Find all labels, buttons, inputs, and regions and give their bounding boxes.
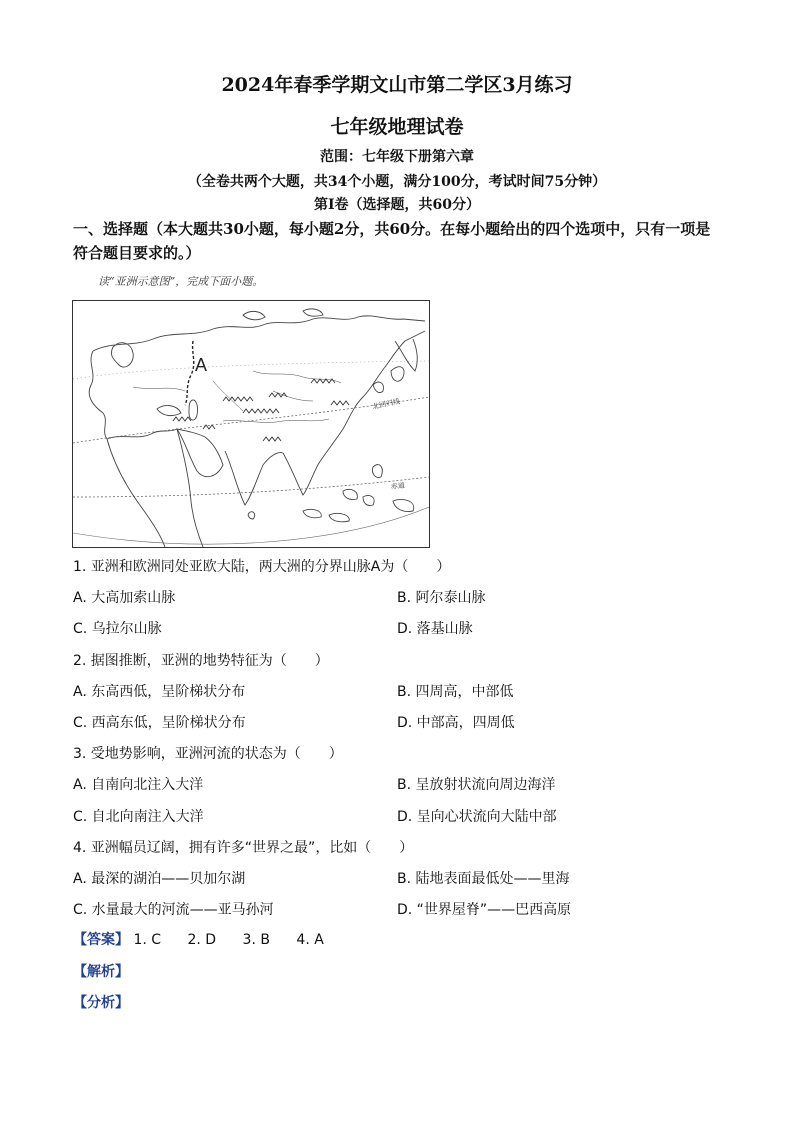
question-3: 3. 受地势影响，亚洲河流的状态为（ ）	[73, 746, 343, 762]
q1-option-a[interactable]: A. 大高加索山脉	[73, 590, 176, 606]
fenxi-tag: 【分析】	[73, 995, 129, 1011]
question-2: 2. 据图推断，亚洲的地势特征为（ ）	[73, 653, 329, 669]
q2-option-b[interactable]: B. 四周高，中部低	[397, 684, 514, 700]
answer-items	[133, 932, 345, 948]
exam-volume: 第Ⅰ卷（选择题，共60分）	[313, 197, 481, 213]
q3-option-d[interactable]: D. 呈向心状流向大陆中部	[397, 809, 557, 825]
q3-option-c[interactable]: C. 自北向南注入大洋	[73, 809, 204, 825]
exam-subtitle: 七年级地理试卷	[330, 116, 464, 138]
q1-option-b[interactable]: B. 阿尔泰山脉	[397, 590, 486, 606]
answer-item: 2. D	[187, 932, 217, 948]
answer-item: 3. B	[242, 932, 270, 948]
label-tropic-of-cancer: 北回归线	[371, 398, 401, 411]
exam-note: （全卷共两个大题，共34个小题，满分100分，考试时间75分钟）	[187, 174, 607, 190]
answer-tag: 【答案】	[73, 932, 129, 948]
q3-option-a[interactable]: A. 自南向北注入大洋	[73, 777, 204, 793]
analysis-tag: 【解析】	[73, 964, 129, 980]
section-heading: 一、选择题（本大题共30小题，每小题2分，共60分。在每小题给出的四个选项中，只有一项是符合题目要求的。）	[73, 220, 711, 262]
label-equator: 赤道	[390, 482, 406, 491]
exam-scope: 范围：七年级下册第六章	[320, 149, 474, 165]
q2-option-c[interactable]: C. 西高东低，呈阶梯状分布	[73, 715, 246, 731]
q1-option-d[interactable]: D. 落基山脉	[397, 621, 473, 637]
q4-option-a[interactable]: A. 最深的湖泊——贝加尔湖	[73, 871, 246, 887]
q3-option-b[interactable]: B. 呈放射状流向周边海洋	[397, 777, 556, 793]
answer-line	[73, 929, 346, 949]
question-4: 4. 亚洲幅员辽阔，拥有许多“世界之最”，比如（ ）	[73, 840, 414, 856]
q4-option-c[interactable]: C. 水量最大的河流——亚马孙河	[73, 902, 274, 918]
label-a: A	[195, 355, 208, 375]
q4-option-b[interactable]: B. 陆地表面最低处——里海	[397, 871, 570, 887]
exam-title: 2024年春季学期文山市第二学区3月练习	[221, 74, 573, 96]
map-instruction: 读“亚洲示意图”，完成下面小题。	[98, 275, 264, 288]
answer-item: 1. C	[133, 932, 162, 948]
q2-option-a[interactable]: A. 东高西低，呈阶梯状分布	[73, 684, 246, 700]
q2-option-d[interactable]: D. 中部高，四周低	[397, 715, 515, 731]
asia-map-drawing	[73, 301, 429, 547]
asia-map	[72, 300, 430, 548]
answer-item: 4. A	[296, 932, 324, 948]
q1-option-c[interactable]: C. 乌拉尔山脉	[73, 621, 162, 637]
question-1: 1. 亚洲和欧洲同处亚欧大陆，两大洲的分界山脉A为（ ）	[73, 559, 451, 575]
q4-option-d[interactable]: D. “世界屋脊”——巴西高原	[397, 902, 572, 918]
